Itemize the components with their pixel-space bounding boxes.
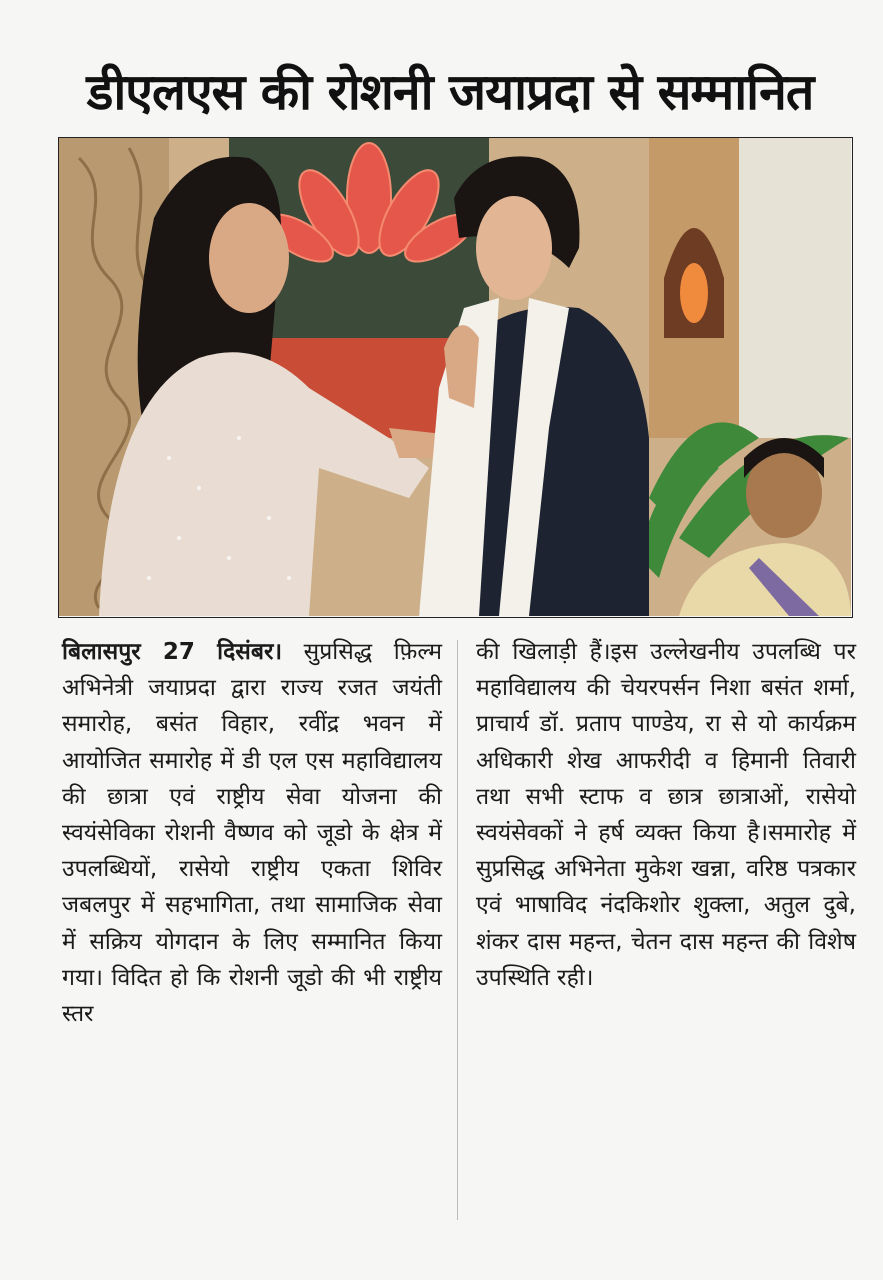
light-wall bbox=[739, 138, 851, 438]
photo-illustration bbox=[59, 138, 851, 616]
news-photo bbox=[58, 137, 853, 618]
cut-off-text-top bbox=[60, 0, 840, 14]
column-divider bbox=[457, 640, 458, 1220]
headline: डीएलएस की रोशनी जयाप्रदा से सम्मानित bbox=[86, 63, 814, 121]
article-text-left: सुप्रसिद्ध फ़िल्म अभिनेत्री जयाप्रदा द्वारा राज्य रजत जयंती समारोह, बसंत विहार, रवींद्र भवन में आयोजित समारोह में डी एल एस महाविद्यालय की छात्रा एवं राष्ट्रीय सेवा योजना की स्वयंसेविका रोशनी वैष्णव को जूडो के क्षेत्र में उपलब्धियों, रासेयो राष्ट्रीय एकता शिविर जबलपुर में सहभागिता, तथा सामाजिक सेवा में सक्रिय योगदान के लिए सम्मानित किया गया। विदित हो कि रोशनी जूडो की भी राष्ट्रीय स्तर bbox=[62, 639, 442, 1028]
article-column-right bbox=[476, 634, 856, 996]
article-text-right: की खिलाड़ी हैं।इस उल्लेखनीय उपलब्धि पर महाविद्यालय की चेयरपर्सन निशा बसंत शर्मा, प्राचार्य डॉ. प्रताप पाण्डेय, रा से यो कार्यक्रम अधिकारी शेख आफरीदी व हिमानी तिवारी तथा सभी स्टाफ व छात्र छात्राओं, रासेयो स्वयंसेवकों ने हर्ष व्यक्त किया है।समारोह में सुप्रसिद्ध अभिनेता मुकेश खन्ना, वरिष्ठ पत्रकार एवं भाषाविद नंदकिशोर शुक्ला, अतुल दुबे, शंकर दास महन्त, चेतन दास महन्त की विशेष उपस्थिति रही। bbox=[476, 639, 856, 991]
dateline: बिलासपुर 27 दिसंबर। bbox=[62, 639, 283, 665]
cut-off-text-bottom bbox=[110, 1262, 710, 1280]
article-column-left bbox=[62, 634, 442, 1032]
lamp-flame-icon bbox=[680, 263, 708, 323]
